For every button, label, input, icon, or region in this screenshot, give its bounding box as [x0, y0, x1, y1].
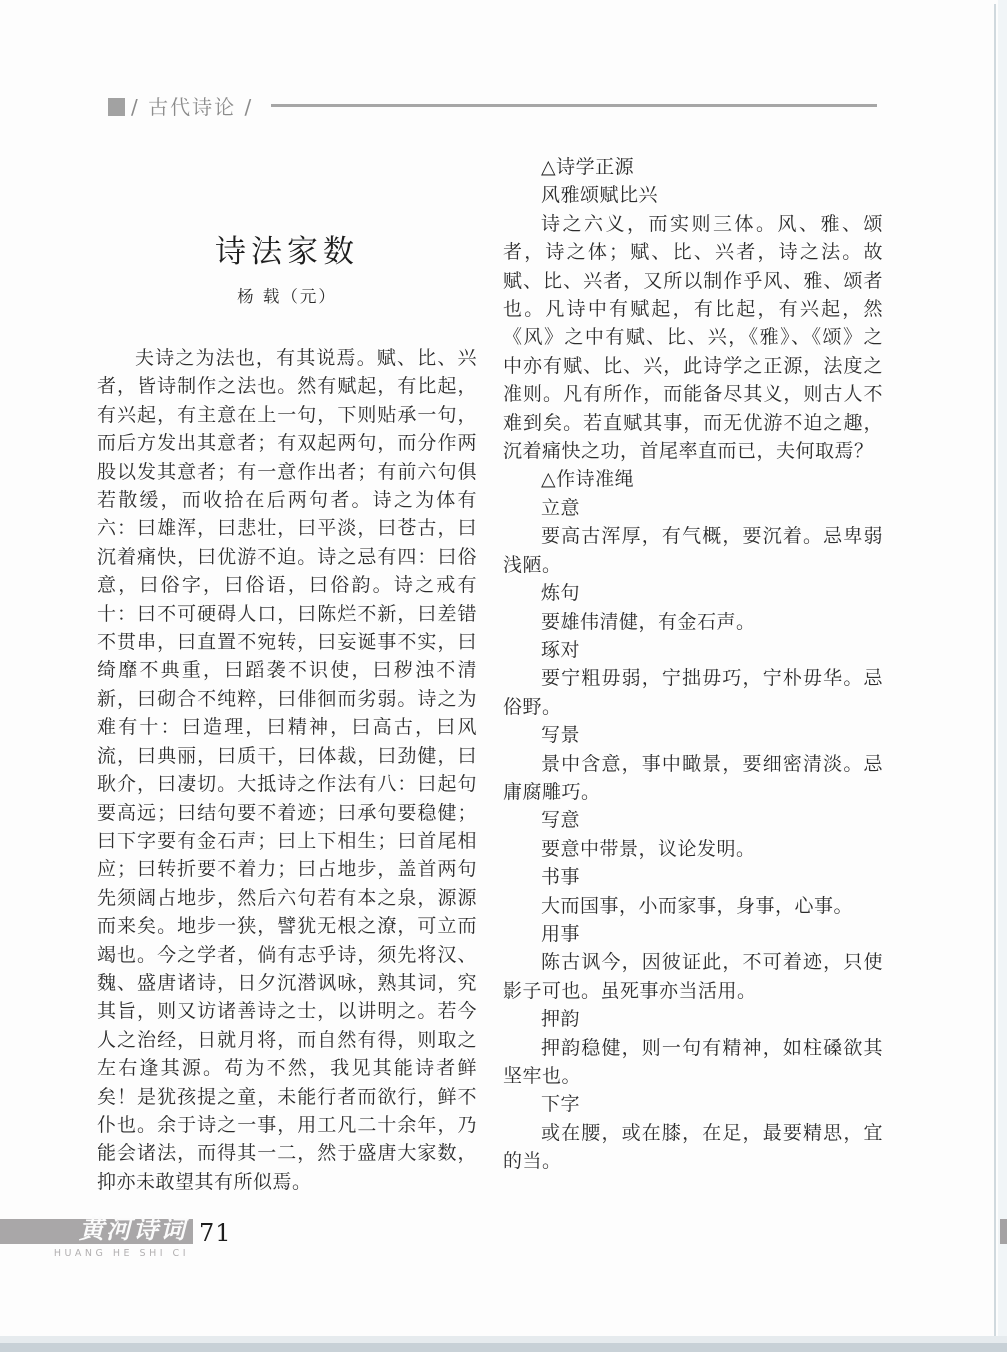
page-number: 71 [199, 1219, 232, 1247]
section-heading: △作诗准绳 [541, 468, 635, 491]
body-paragraph: 陈古讽今，因彼证此，不可着迹，只使影子可也。虽死事亦当活用。 [503, 951, 883, 1002]
body-paragraph: 要宁粗毋弱，宁拙毋巧，宁朴毋华。忌俗野。 [503, 667, 883, 718]
section-subheading: 用事 [541, 922, 581, 945]
journal-logo-text: 黄河诗词 [78, 1215, 187, 1244]
page-edge-bottom-soft [0, 1336, 1007, 1343]
section-subheading: 立意 [541, 496, 581, 519]
section-subheading: 风雅颂赋比兴 [541, 184, 659, 207]
body-paragraph: 要雄伟清健，有金石声。 [541, 610, 756, 633]
header-rule [271, 104, 877, 107]
article-title: 诗法家数 [215, 234, 359, 270]
section-heading: △诗学正源 [541, 156, 635, 178]
article-author: 杨 载（元） [237, 287, 337, 306]
facing-page-bar-fragment [1000, 1219, 1007, 1244]
journal-logo-bar [0, 1215, 193, 1244]
body-paragraph: 大而国事，小而家事，身事，心事。 [541, 894, 854, 917]
body-paragraph: 景中含意，事中瞰景，要细密清淡。忌庸腐雕巧。 [503, 752, 883, 803]
section-subheading: 琢对 [541, 638, 581, 661]
section-subheading: 押韵 [541, 1008, 581, 1031]
section-subheading: 写景 [541, 724, 581, 747]
journal-logo-latin: HUANG HE SHI CI [53, 1248, 189, 1259]
body-paragraph: 要高古浑厚，有气概，要沉着。忌卑弱浅陋。 [503, 525, 883, 576]
section-marker-square-icon [108, 98, 125, 116]
section-subheading: 书事 [541, 866, 581, 889]
page-edge-right-line [994, 4, 996, 1352]
section-subheading: 下字 [541, 1093, 581, 1116]
section-category-label: / 古代诗论 / [131, 95, 254, 119]
section-subheading: 写意 [541, 809, 581, 832]
right-column [503, 153, 883, 1176]
body-paragraph: 或在腰，或在膝，在足，最要精思，宜的当。 [503, 1121, 883, 1173]
body-paragraph: 押韵稳健，则一句有精神，如柱磉欲其坚牢也。 [503, 1036, 883, 1087]
body-paragraph: 要意中带景，议论发明。 [541, 837, 756, 860]
article-body-paragraph: 夫诗之为法也，有其说焉。赋、比、兴者，皆诗制作之法也。然有赋起，有比起，有兴起，有主意在上一句，下则贴承一句，而后方发出其意者；有双起两句，而分作两股以发其意者；有一意作出者；有前六句俱若散缓，而收拾在后两句者。诗之为体有六：曰雄浑，曰悲壮，曰平淡，曰苍古，曰沉着痛快，曰优游不迫。诗之忌有四：曰俗意，曰俗字，曰俗语，曰俗韵。诗之戒有十：曰不可硬碍人口，曰陈烂不新，曰差错不贯串，曰直置不宛转，曰妄诞事不实，曰绮靡不典重，曰蹈袭不识使，曰秽浊不清新，曰砌合不纯粹，曰俳徊而劣弱。诗之为难有十：曰造理，曰精神，曰高古，曰风流，曰典丽，曰质干，曰体裁，曰劲健，曰耿介，曰凄切。大抵诗之作法有八：曰起句要高远；曰结句要不着迹；曰承句要稳健；曰下字要有金石声；曰上下相生；曰首尾相应；曰转折要不着力；曰占地步，盖首两句先须阔占地步，然后六句若有本之泉，源源而来矣。地步一狭，譬犹无根之潦，可立而竭也。今之学者，倘有志乎诗，须先将汉、魏、盛唐诸诗，日夕沉潜讽咏，熟其词，究其旨，则又访诸善诗之士，以讲明之。若今人之治经，日就月将，而自然有得，则取之左右逢其源。苟为不然，我见其能诗者鲜矣！是犹孩提之童，未能行者而欲行，鲜不仆也。余于诗之一事，用工凡二十余年，乃能会诸法，而得其一二，然于盛唐大家数，抑亦未敢望其有所似焉。 [97, 347, 477, 1193]
page-edge-right-zone [998, 0, 1007, 1352]
page-edge-bottom [0, 1343, 1007, 1352]
body-paragraph: 诗之六义，而实则三体。风、雅、颂者，诗之体；赋、比、兴者，诗之法。故赋、比、兴者，又所以制作乎风、雅、颂者也。凡诗中有赋起，有比起，有兴起，然《风》之中有赋、比、兴，《雅》、《颂》之中亦有赋、比、兴，此诗学之正源，法度之准则。凡有所作，而能备尽其义，则古人不难到矣。若直赋其事，而无优游不迫之趣，沉着痛快之功，首尾率直而已，夫何取焉？ [503, 212, 883, 463]
section-subheading: 炼句 [541, 582, 581, 605]
